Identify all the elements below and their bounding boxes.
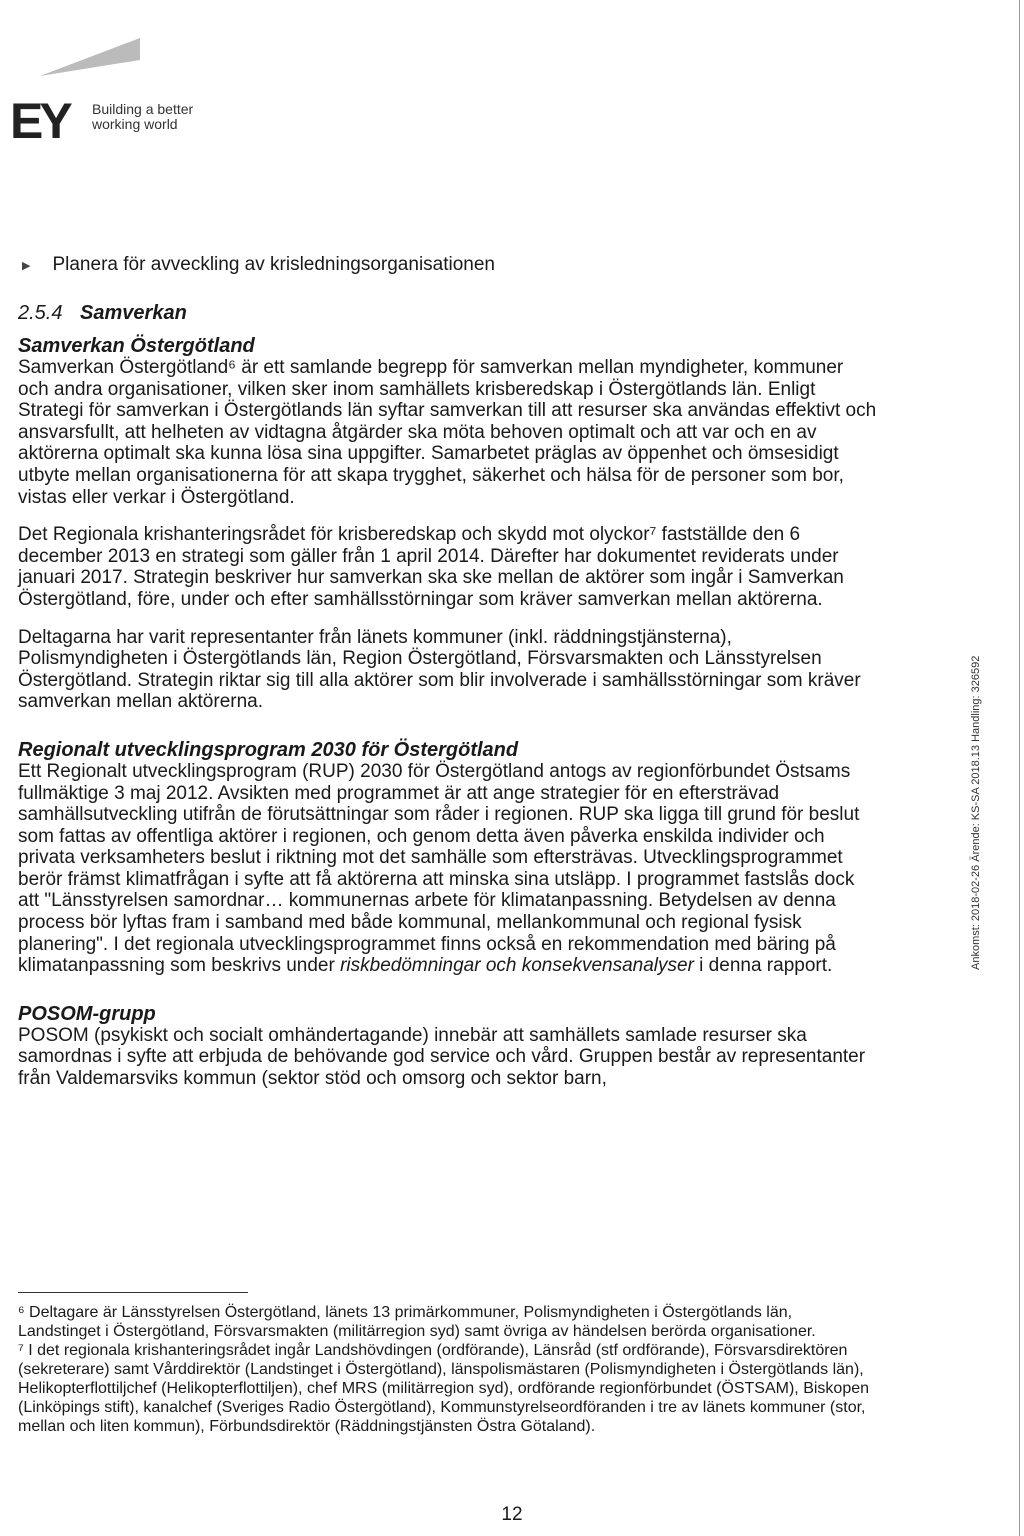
page-body <box>18 254 878 1116</box>
logo-mark: EY <box>10 93 69 149</box>
paragraph-text: Ett Regionalt utvecklingsprogram (RUP) 2030 för Östergötland antogs av regionförbundet Östsams fullmäktige 3 maj 2012. Avsikten med programmet är att ange strategier för en eftersträvad samhällsutveckling utifrån de förutsättningar som råder i regionen. RUP ska ligga till grund för beslut som fattas av offentliga aktörer i regionen, och genom detta även påverka enskilda individer och privata verksamheters beslut i riktning mot det samhälle som eftersträvas. Utvecklingsprogrammet berör främst klimatfrågan i syfte att få aktörerna att minska sina utsläpp. I programmet fastslås dock att "Länsstyrelsen samordnar… kommunernas arbete för klimatanpassning. Betydelsen av denna process bör lyftas fram i samband med både kommunal, mellankommunal och regional fysisk planering". I det regionala utvecklingsprogrammet finns också en rekommendation med bäring på klimatanpassning som beskrivs under <box>18 760 860 977</box>
section-title: Samverkan <box>80 302 187 324</box>
bullet-item <box>18 254 878 276</box>
block-heading: Regionalt utvecklingsprogram 2030 för Östergötland <box>18 738 519 761</box>
logo-tagline-line2: working world <box>92 116 178 132</box>
logo-tagline <box>92 102 193 132</box>
paragraph: POSOM (psykiskt och socialt omhändertagande) innebär att samhällets samlade resurser ska samordnas i syfte att erbjuda de behövande god service och vård. Gruppen består av representanter från Valdemarsviks kommun (sektor stöd och omsorg och sektor barn, <box>18 1024 866 1090</box>
section-number: 2.5.4 <box>18 302 63 324</box>
logo-beam-icon <box>40 38 140 78</box>
paragraph-tail: i denna rapport. <box>693 955 833 977</box>
footnote-6: ⁶ Deltagare är Länsstyrelsen Östergötland, länets 13 primärkommuner, Polismyndigheten i Östergötlands län, Landstinget i Östergötland, Försvarsmakten (militärregion syd) samt övriga av händelsen berörda organisationer. <box>18 1304 816 1340</box>
triangle-bullet-icon: ▶ <box>22 259 31 272</box>
footnotes <box>18 1292 878 1436</box>
italic-phrase: riskbedömningar och konsekvensanalyser <box>340 955 694 977</box>
paragraph: Det Regionala krishanteringsrådet för krisberedskap och skydd mot olyckor⁷ fastställde den 6 december 2013 en strategi som gäller från 1 april 2014. Därefter har dokumentet reviderats under januari 2017. Strategin beskriver hur samverkan ska ske mellan de aktörer som ingår i Samverkan Östergötland, före, under och efter samhällsstörningar som kräver samverkan mellan aktörerna. <box>18 524 844 610</box>
footnote-rule <box>18 1292 248 1293</box>
ey-logo <box>10 78 210 148</box>
bullet-text: Planera för avveckling av krisledningsorganisationen <box>52 254 495 275</box>
paragraph: Samverkan Östergötland⁶ är ett samlande begrepp för samverkan mellan myndigheter, kommuner och andra organisationer, vilken sker inom samhällets krisberedskap i Östergötlands län. Enligt Strategi för samverkan i Östergötlands län syftar samverkan till att resurser ska användas effektivt och ansvarsfullt, att helheten av vidtagna åtgärder ska möta behoven optimalt och att var och en av aktörerna optimalt ska kunna lösa sina uppgifter. Samarbetet präglas av öppenhet och ömsesidigt utbyte mellan organisationerna för att skapa trygghet, säkerhet och hälsa för de personer som bor, vistas eller verkar i Östergötland. <box>18 357 877 508</box>
paragraph <box>18 761 878 977</box>
block-heading: POSOM-grupp <box>18 1002 156 1025</box>
page-number: 12 <box>501 1504 523 1525</box>
page-edge-line <box>1019 0 1024 1536</box>
section-heading <box>18 302 878 325</box>
block-rup <box>18 739 878 977</box>
block-posom <box>18 1003 878 1090</box>
logo-tagline-line1: Building a better <box>92 101 194 117</box>
paragraph: Deltagarna har varit representanter från länets kommuner (inkl. räddningstjänsterna), Polismyndigheten i Östergötlands län, Region Östergötland, Försvarsmakten och Länsstyrelsen Östergötland. Strategin riktar sig till alla aktörer som blir involverade i samhällsstörningar som kräver samverkan mellan aktörerna. <box>18 626 861 713</box>
footnote-7: ⁷ I det regionala krishanteringsrådet ingår Landshövdingen (ordförande), Länsråd (stf ordförande), Försvarsdirektören (sekreterare) samt Vårddirektör (Landstinget i Östergötland), länspolismästaren (Polismyndigheten i Östergötlands län), Helikopterflottiljchef (Helikopterflottiljen), chef MRS (militärregion syd), ordförande regionförbundet (ÖSTSAM), Biskopen (Linköpings stift), kanalchef (Sveriges Radio Östergötland), Kommunstyrelseordföranden i tre av länets kommuner (stor, mellan och liten kommun), Förbundsdirektör (Räddningstjänsten Östra Götaland). <box>18 1342 870 1435</box>
block-samverkan <box>18 335 878 713</box>
block-heading: Samverkan Östergötland <box>18 335 255 357</box>
